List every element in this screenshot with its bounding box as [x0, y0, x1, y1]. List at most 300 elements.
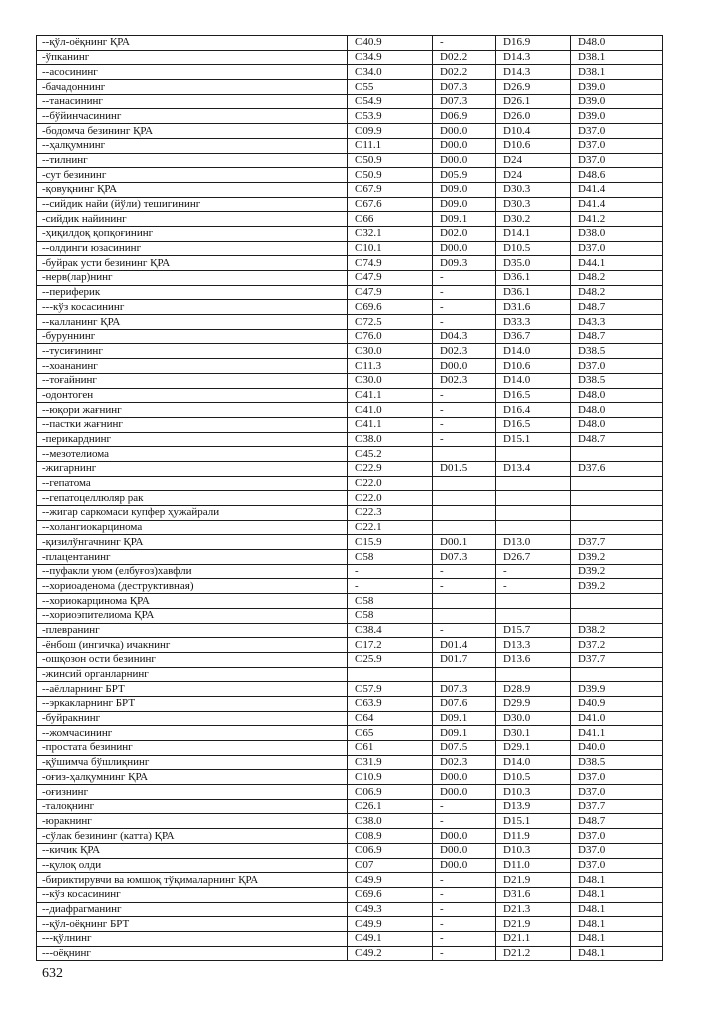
- table-row: [37, 608, 663, 623]
- cell-code: C49.3: [348, 902, 433, 917]
- cell-code: D48.1: [571, 917, 663, 932]
- cell-term: --тусиғининг: [37, 344, 348, 359]
- cell-code: D11.0: [496, 858, 571, 873]
- cell-term: --бўйинчасининг: [37, 109, 348, 124]
- cell-code: -: [433, 931, 496, 946]
- cell-code: D37.7: [571, 535, 663, 550]
- cell-code: D02.2: [433, 65, 496, 80]
- cell-code: C22.0: [348, 491, 433, 506]
- cell-code: D48.0: [571, 36, 663, 51]
- table-row: [37, 814, 663, 829]
- cell-code: C47.9: [348, 271, 433, 286]
- cell-code: [496, 506, 571, 521]
- cell-code: C67.6: [348, 197, 433, 212]
- cell-term: -ёнбош (ингичка) ичакнинг: [37, 638, 348, 653]
- cell-code: D37.0: [571, 829, 663, 844]
- table-row: [37, 432, 663, 447]
- cell-code: D37.6: [571, 461, 663, 476]
- cell-code: D48.1: [571, 931, 663, 946]
- cell-code: D00.0: [433, 359, 496, 374]
- cell-code: D10.6: [496, 138, 571, 153]
- cell-code: C25.9: [348, 652, 433, 667]
- cell-code: -: [348, 579, 433, 594]
- cell-term: -юракнинг: [37, 814, 348, 829]
- cell-code: C63.9: [348, 696, 433, 711]
- cell-code: [496, 667, 571, 682]
- cell-code: D48.1: [571, 887, 663, 902]
- table-row: [37, 579, 663, 594]
- cell-code: D28.9: [496, 682, 571, 697]
- cell-code: D37.7: [571, 652, 663, 667]
- cell-code: C34.9: [348, 50, 433, 65]
- cell-term: -сут безининг: [37, 168, 348, 183]
- cell-code: D39.2: [571, 550, 663, 565]
- cell-code: C08.9: [348, 829, 433, 844]
- cell-term: --қулоқ олди: [37, 858, 348, 873]
- cell-term: --асосининг: [37, 65, 348, 80]
- cell-code: D48.1: [571, 873, 663, 888]
- cell-term: --тоғайнинг: [37, 373, 348, 388]
- cell-term: -плацентанинг: [37, 550, 348, 565]
- cell-term: -сўлак безининг (катта) ҚРА: [37, 829, 348, 844]
- cell-code: D10.4: [496, 124, 571, 139]
- table-row: [37, 417, 663, 432]
- cell-code: D13.0: [496, 535, 571, 550]
- cell-term: -қовуқнинг ҚРА: [37, 182, 348, 197]
- cell-code: D39.9: [571, 682, 663, 697]
- page-number: 632: [42, 966, 63, 981]
- cell-code: C65: [348, 726, 433, 741]
- table-row: [37, 388, 663, 403]
- cell-code: D38.1: [571, 50, 663, 65]
- cell-code: D31.6: [496, 887, 571, 902]
- cell-code: D38.0: [571, 226, 663, 241]
- cell-code: D02.3: [433, 344, 496, 359]
- cell-code: -: [433, 623, 496, 638]
- cell-code: C69.6: [348, 300, 433, 315]
- cell-term: --холангиокарцинома: [37, 520, 348, 535]
- cell-code: D48.2: [571, 271, 663, 286]
- cell-code: D31.6: [496, 300, 571, 315]
- table-row: [37, 726, 663, 741]
- table-row: [37, 799, 663, 814]
- cell-code: D21.1: [496, 931, 571, 946]
- cell-term: -ўпканинг: [37, 50, 348, 65]
- cell-code: -: [433, 902, 496, 917]
- cell-code: D07.5: [433, 741, 496, 756]
- cell-code: D40.9: [571, 696, 663, 711]
- cell-code: D09.0: [433, 182, 496, 197]
- cell-term: --тилнинг: [37, 153, 348, 168]
- cell-code: D41.4: [571, 182, 663, 197]
- cell-code: D37.0: [571, 124, 663, 139]
- cell-term: --танасининг: [37, 94, 348, 109]
- cell-code: -: [348, 564, 433, 579]
- cell-term: -қўшимча бўшлиқнинг: [37, 755, 348, 770]
- cell-term: ---кўз косасининг: [37, 300, 348, 315]
- cell-term: --пастки жағнинг: [37, 417, 348, 432]
- cell-term: --эркакларнинг БРТ: [37, 696, 348, 711]
- cell-code: D09.0: [433, 197, 496, 212]
- cell-code: -: [433, 579, 496, 594]
- table-row: [37, 65, 663, 80]
- cell-code: D14.3: [496, 65, 571, 80]
- cell-code: C45.2: [348, 447, 433, 462]
- cell-code: D48.6: [571, 168, 663, 183]
- cell-code: C10.1: [348, 241, 433, 256]
- cell-code: D37.0: [571, 770, 663, 785]
- table-row: [37, 858, 663, 873]
- cell-code: -: [433, 300, 496, 315]
- cell-code: D41.2: [571, 212, 663, 227]
- cell-code: [496, 491, 571, 506]
- table-row: [37, 285, 663, 300]
- cell-code: D10.5: [496, 241, 571, 256]
- cell-code: D10.3: [496, 843, 571, 858]
- cell-code: D15.1: [496, 432, 571, 447]
- cell-code: D10.5: [496, 770, 571, 785]
- cell-code: -: [433, 917, 496, 932]
- cell-code: C47.9: [348, 285, 433, 300]
- cell-code: [571, 608, 663, 623]
- cell-code: D48.0: [571, 417, 663, 432]
- cell-term: -оғиз-ҳалқумнинг ҚРА: [37, 770, 348, 785]
- cell-code: D48.7: [571, 432, 663, 447]
- table-row: [37, 344, 663, 359]
- cell-code: D37.0: [571, 359, 663, 374]
- table-row: [37, 829, 663, 844]
- cell-code: [433, 491, 496, 506]
- cell-code: C38.0: [348, 814, 433, 829]
- cell-code: D39.0: [571, 109, 663, 124]
- cell-code: C09.9: [348, 124, 433, 139]
- cell-code: D09.3: [433, 256, 496, 271]
- cell-code: D00.0: [433, 829, 496, 844]
- cell-code: D24: [496, 168, 571, 183]
- cell-term: --хориоэпителиома ҚРА: [37, 608, 348, 623]
- cell-code: D21.9: [496, 917, 571, 932]
- cell-term: --хориокарцинома ҚРА: [37, 594, 348, 609]
- cell-code: [571, 506, 663, 521]
- cell-code: D41.4: [571, 197, 663, 212]
- cell-code: C49.1: [348, 931, 433, 946]
- cell-code: -: [433, 887, 496, 902]
- cell-code: D36.7: [496, 329, 571, 344]
- table-row: [37, 741, 663, 756]
- cell-code: C30.0: [348, 344, 433, 359]
- cell-code: D00.0: [433, 843, 496, 858]
- cell-code: C50.9: [348, 153, 433, 168]
- cell-code: D14.0: [496, 344, 571, 359]
- table-row: [37, 329, 663, 344]
- cell-code: C69.6: [348, 887, 433, 902]
- table-row: [37, 447, 663, 462]
- cell-code: D10.6: [496, 359, 571, 374]
- cell-code: D16.4: [496, 403, 571, 418]
- table-row: [37, 256, 663, 271]
- cell-code: D26.7: [496, 550, 571, 565]
- cell-code: C41.0: [348, 403, 433, 418]
- cell-code: D21.3: [496, 902, 571, 917]
- cell-code: [496, 476, 571, 491]
- cell-code: C66: [348, 212, 433, 227]
- cell-code: D48.0: [571, 388, 663, 403]
- cell-code: D24: [496, 153, 571, 168]
- table-row: [37, 197, 663, 212]
- table-row: [37, 638, 663, 653]
- cell-code: C34.0: [348, 65, 433, 80]
- cell-code: D48.1: [571, 946, 663, 961]
- table-row: [37, 652, 663, 667]
- cell-code: D01.5: [433, 461, 496, 476]
- cell-code: [348, 667, 433, 682]
- cell-code: [433, 506, 496, 521]
- cell-code: D37.0: [571, 858, 663, 873]
- cell-code: C50.9: [348, 168, 433, 183]
- cell-term: -жигарнинг: [37, 461, 348, 476]
- table-row: [37, 403, 663, 418]
- table-row: [37, 80, 663, 95]
- cell-term: --аёлларнинг БРТ: [37, 682, 348, 697]
- cell-code: [433, 608, 496, 623]
- table-row: [37, 226, 663, 241]
- table-row: [37, 843, 663, 858]
- table-row: [37, 873, 663, 888]
- cell-code: D37.0: [571, 785, 663, 800]
- cell-term: --гепатома: [37, 476, 348, 491]
- cell-code: D00.0: [433, 858, 496, 873]
- cell-code: C49.9: [348, 873, 433, 888]
- cell-code: D37.0: [571, 843, 663, 858]
- cell-term: -бириктирувчи ва юмшоқ тўқималарнинг ҚРА: [37, 873, 348, 888]
- cell-term: -оғизнинг: [37, 785, 348, 800]
- cell-term: -ҳиқилдоқ қопқоғининг: [37, 226, 348, 241]
- table-row: [37, 359, 663, 374]
- cell-code: C61: [348, 741, 433, 756]
- cell-code: D48.7: [571, 300, 663, 315]
- cell-term: --периферик: [37, 285, 348, 300]
- table-row: [37, 755, 663, 770]
- table-row: [37, 271, 663, 286]
- cell-term: --гепатоцеллюляр рак: [37, 491, 348, 506]
- cell-term: --олдинги юзасининг: [37, 241, 348, 256]
- table-row: [37, 550, 663, 565]
- cell-term: -талоқнинг: [37, 799, 348, 814]
- cell-code: C31.9: [348, 755, 433, 770]
- cell-code: C74.9: [348, 256, 433, 271]
- cell-term: -буруннинг: [37, 329, 348, 344]
- cell-code: D06.9: [433, 109, 496, 124]
- cell-code: D30.1: [496, 726, 571, 741]
- cell-term: --калланинг ҚРА: [37, 315, 348, 330]
- cell-code: D48.2: [571, 285, 663, 300]
- cell-code: D14.3: [496, 50, 571, 65]
- cell-code: C38.0: [348, 432, 433, 447]
- cell-term: -простата безининг: [37, 741, 348, 756]
- table-row: [37, 138, 663, 153]
- table-row: [37, 770, 663, 785]
- cell-code: C22.0: [348, 476, 433, 491]
- cell-term: --кўз косасининг: [37, 887, 348, 902]
- cell-code: D09.1: [433, 726, 496, 741]
- cell-term: -жинсий органларнинг: [37, 667, 348, 682]
- cell-code: C11.1: [348, 138, 433, 153]
- cell-code: D15.7: [496, 623, 571, 638]
- cell-code: D00.0: [433, 124, 496, 139]
- cell-code: D11.9: [496, 829, 571, 844]
- cell-code: [433, 447, 496, 462]
- cell-code: D48.7: [571, 329, 663, 344]
- cell-code: C40.9: [348, 36, 433, 51]
- cell-code: [496, 594, 571, 609]
- table-row: [37, 476, 663, 491]
- cell-code: -: [433, 36, 496, 51]
- cell-term: -перикарднинг: [37, 432, 348, 447]
- cell-code: [433, 476, 496, 491]
- cell-code: [433, 594, 496, 609]
- cell-code: C15.9: [348, 535, 433, 550]
- cell-code: [433, 667, 496, 682]
- cell-code: D16.5: [496, 388, 571, 403]
- cell-code: D15.1: [496, 814, 571, 829]
- cell-code: -: [433, 814, 496, 829]
- cell-term: -сийдик найининг: [37, 212, 348, 227]
- cell-term: --жомчасининг: [37, 726, 348, 741]
- cell-code: D37.0: [571, 241, 663, 256]
- cell-code: [571, 667, 663, 682]
- cell-code: C38.4: [348, 623, 433, 638]
- cell-code: D48.0: [571, 403, 663, 418]
- cell-term: --диафрагманинг: [37, 902, 348, 917]
- cell-code: C11.3: [348, 359, 433, 374]
- cell-code: D38.5: [571, 344, 663, 359]
- cell-code: D10.3: [496, 785, 571, 800]
- table-row: [37, 887, 663, 902]
- cell-code: C06.9: [348, 785, 433, 800]
- cell-code: D16.5: [496, 417, 571, 432]
- cell-code: C72.5: [348, 315, 433, 330]
- cell-code: D01.4: [433, 638, 496, 653]
- cell-code: D13.9: [496, 799, 571, 814]
- cell-term: -буйрак усти безининг ҚРА: [37, 256, 348, 271]
- cell-code: D39.2: [571, 579, 663, 594]
- cell-code: D07.3: [433, 682, 496, 697]
- cell-code: C58: [348, 608, 433, 623]
- cell-code: D14.1: [496, 226, 571, 241]
- cell-code: D41.1: [571, 726, 663, 741]
- cell-term: --юқори жағнинг: [37, 403, 348, 418]
- cell-code: D07.6: [433, 696, 496, 711]
- cell-code: D16.9: [496, 36, 571, 51]
- cell-code: D02.0: [433, 226, 496, 241]
- table-row: [37, 917, 663, 932]
- cell-term: -бачадоннинг: [37, 80, 348, 95]
- cell-code: -: [433, 388, 496, 403]
- cell-code: C41.1: [348, 417, 433, 432]
- cell-code: C58: [348, 594, 433, 609]
- cell-code: D30.3: [496, 182, 571, 197]
- cell-code: D36.1: [496, 285, 571, 300]
- table-row: [37, 564, 663, 579]
- cell-code: D39.2: [571, 564, 663, 579]
- cell-term: --қўл-оёқнинг БРТ: [37, 917, 348, 932]
- cell-code: D29.9: [496, 696, 571, 711]
- table-row: [37, 241, 663, 256]
- cell-code: C41.1: [348, 388, 433, 403]
- cell-code: [433, 520, 496, 535]
- cell-code: D37.2: [571, 638, 663, 653]
- table-row: [37, 153, 663, 168]
- table-row: [37, 491, 663, 506]
- cell-code: C57.9: [348, 682, 433, 697]
- table-row: [37, 300, 663, 315]
- cell-code: C22.3: [348, 506, 433, 521]
- cell-code: C06.9: [348, 843, 433, 858]
- cell-code: D43.3: [571, 315, 663, 330]
- cell-code: D00.0: [433, 138, 496, 153]
- cell-term: --қўл-оёқнинг ҚРА: [37, 36, 348, 51]
- cell-term: -буйракнинг: [37, 711, 348, 726]
- cell-code: D13.6: [496, 652, 571, 667]
- cell-code: [496, 447, 571, 462]
- cell-code: D48.7: [571, 814, 663, 829]
- cell-term: --жигар саркомаси купфер ҳужайрали: [37, 506, 348, 521]
- cell-code: -: [496, 579, 571, 594]
- cell-code: C67.9: [348, 182, 433, 197]
- cell-code: D01.7: [433, 652, 496, 667]
- cell-code: [571, 594, 663, 609]
- cell-code: D00.0: [433, 241, 496, 256]
- cell-term: --кичик ҚРА: [37, 843, 348, 858]
- cell-code: D14.0: [496, 373, 571, 388]
- codes-table: [36, 35, 663, 961]
- cell-term: -плевранинг: [37, 623, 348, 638]
- table-row: [37, 696, 663, 711]
- table-row: [37, 931, 663, 946]
- cell-code: D05.9: [433, 168, 496, 183]
- cell-code: D37.0: [571, 153, 663, 168]
- cell-code: -: [433, 946, 496, 961]
- cell-code: D26.1: [496, 94, 571, 109]
- table-row: [37, 594, 663, 609]
- cell-term: ---қўлнинг: [37, 931, 348, 946]
- cell-code: D38.5: [571, 373, 663, 388]
- cell-code: [496, 520, 571, 535]
- cell-code: [496, 608, 571, 623]
- cell-term: -ошқозон ости безининг: [37, 652, 348, 667]
- cell-term: ---оёқнинг: [37, 946, 348, 961]
- cell-code: C54.9: [348, 94, 433, 109]
- cell-code: C22.9: [348, 461, 433, 476]
- cell-code: [571, 520, 663, 535]
- cell-code: C07: [348, 858, 433, 873]
- table-row: [37, 520, 663, 535]
- cell-term: --хориоаденома (деструктивная): [37, 579, 348, 594]
- cell-code: C49.2: [348, 946, 433, 961]
- cell-code: D00.0: [433, 770, 496, 785]
- cell-code: -: [433, 403, 496, 418]
- cell-code: D26.9: [496, 80, 571, 95]
- cell-term: --хоананинг: [37, 359, 348, 374]
- cell-code: [571, 447, 663, 462]
- cell-code: D44.1: [571, 256, 663, 271]
- cell-code: D36.1: [496, 271, 571, 286]
- cell-code: -: [433, 417, 496, 432]
- table-row: [37, 711, 663, 726]
- cell-code: D30.0: [496, 711, 571, 726]
- cell-term: --сийдик найи (йўли) тешигининг: [37, 197, 348, 212]
- table-row: [37, 315, 663, 330]
